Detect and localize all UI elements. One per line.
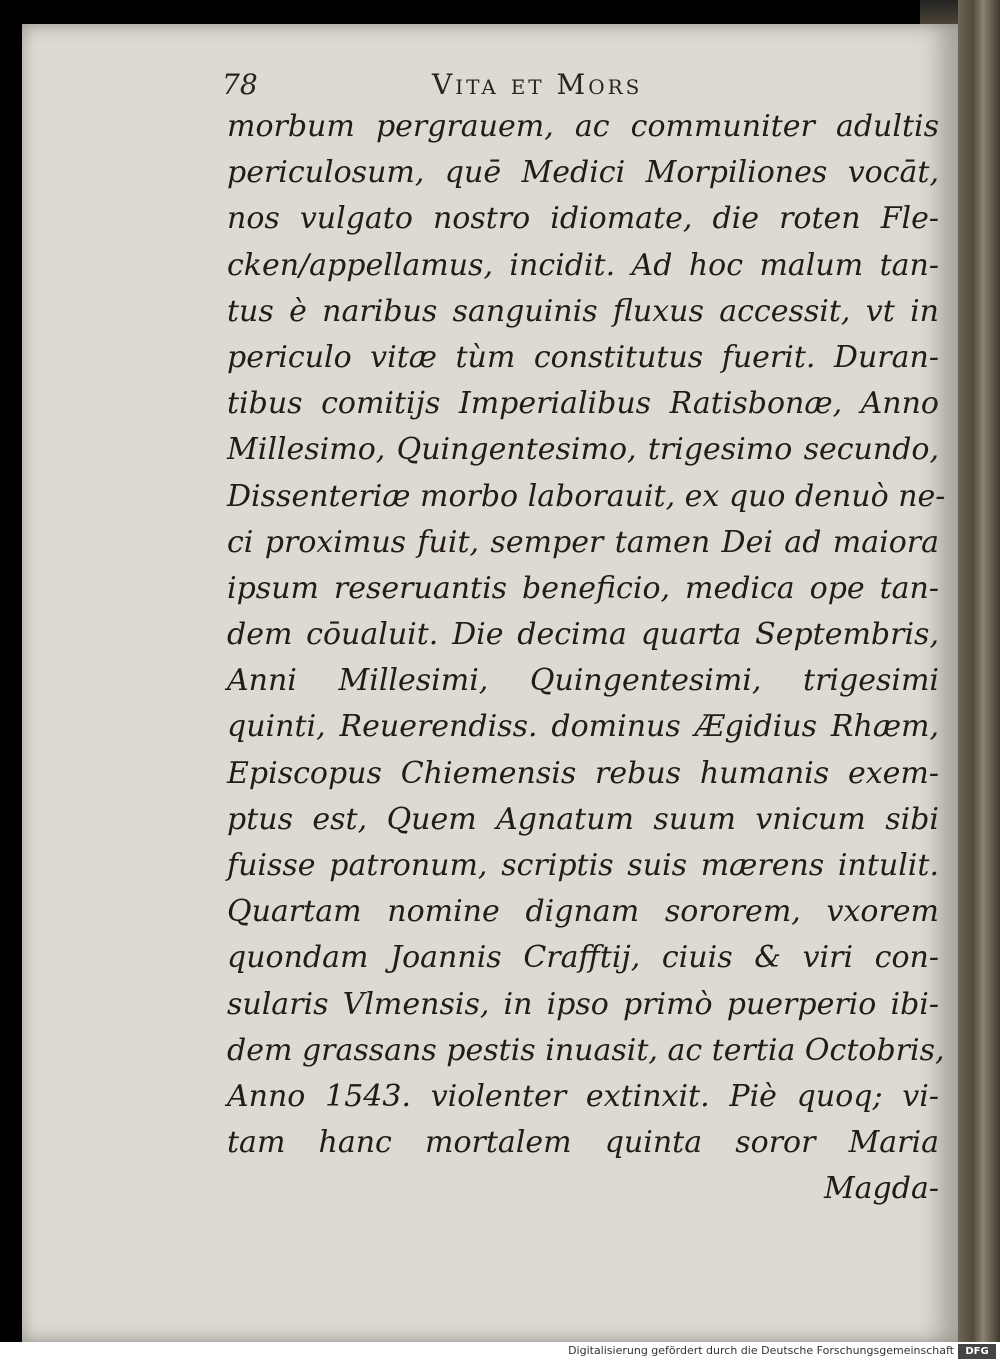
text-line: quondam Joannis Crafftij, ciuis & viri con- — [227, 940, 939, 976]
book-page — [22, 24, 958, 1342]
text-line: quinti, Reuerendiss. dominus Ægidius Rhæm, — [227, 709, 939, 745]
catchword: Magda- — [823, 1171, 939, 1207]
text-line: tibus comitijs Imperialibus Ratisbonæ, Anno — [227, 386, 939, 422]
text-line: Dissenteriæ morbo laborauit, ex quo denuò ne- — [227, 478, 946, 514]
text-line: dem grassans pestis inuasit, ac tertia Octobris, — [227, 1032, 945, 1068]
body-text — [227, 104, 946, 1213]
text-line: ci proximus fuit, semper tamen Dei ad maiora — [227, 524, 939, 560]
text-line: ipsum reseruantis beneficio, medica ope tan- — [227, 570, 939, 606]
page-number: 78 — [222, 68, 258, 101]
text-line: Quartam nomine dignam sororem, vxorem — [227, 894, 939, 930]
text-line: tam hanc mortalem quinta soror Maria — [227, 1125, 939, 1161]
footer-bar — [0, 1342, 1000, 1362]
text-line: fuisse patronum, scriptis suis mærens intulit. — [227, 848, 939, 883]
text-line: Millesimo, Quingentesimo, trigesimo secundo, — [227, 432, 939, 468]
text-line: dem cōualuit. Die decima quarta Septembris, — [227, 617, 939, 653]
text-line: periculo vitæ tùm constitutus fuerit. Duran- — [227, 339, 939, 375]
running-head — [22, 68, 958, 108]
text-line: periculosum, quē Medici Morpiliones vocāt, — [227, 155, 939, 191]
text-line: Episcopus Chiemensis rebus humanis exem- — [227, 755, 939, 791]
text-line: sularis Vlmensis, in ipso primò puerperio ibi- — [227, 986, 939, 1022]
footer-credit: Digitalisierung gefördert durch die Deutsche Forschungsgemeinschaft — [568, 1344, 954, 1357]
text-line: cken/appellamus, incidit. Ad hoc malum tan- — [227, 247, 939, 283]
dfg-logo-icon: DFG — [958, 1344, 996, 1359]
book-edge-right — [958, 0, 1000, 1342]
text-line: ptus est, Quem Agnatum suum vnicum sibi — [227, 801, 939, 837]
text-line: Anno 1543. violenter extinxit. Piè quoq; vi- — [227, 1078, 939, 1114]
running-title: Vita et Mors — [432, 68, 643, 101]
text-line: morbum pergrauem, ac communiter adultis — [227, 109, 939, 144]
text-line: nos vulgato nostro idiomate, die roten Fle- — [227, 201, 939, 237]
text-line: tus è naribus sanguinis fluxus accessit, vt in — [227, 293, 939, 329]
text-line: Anni Millesimi, Quingentesimi, trigesimi — [227, 663, 939, 699]
